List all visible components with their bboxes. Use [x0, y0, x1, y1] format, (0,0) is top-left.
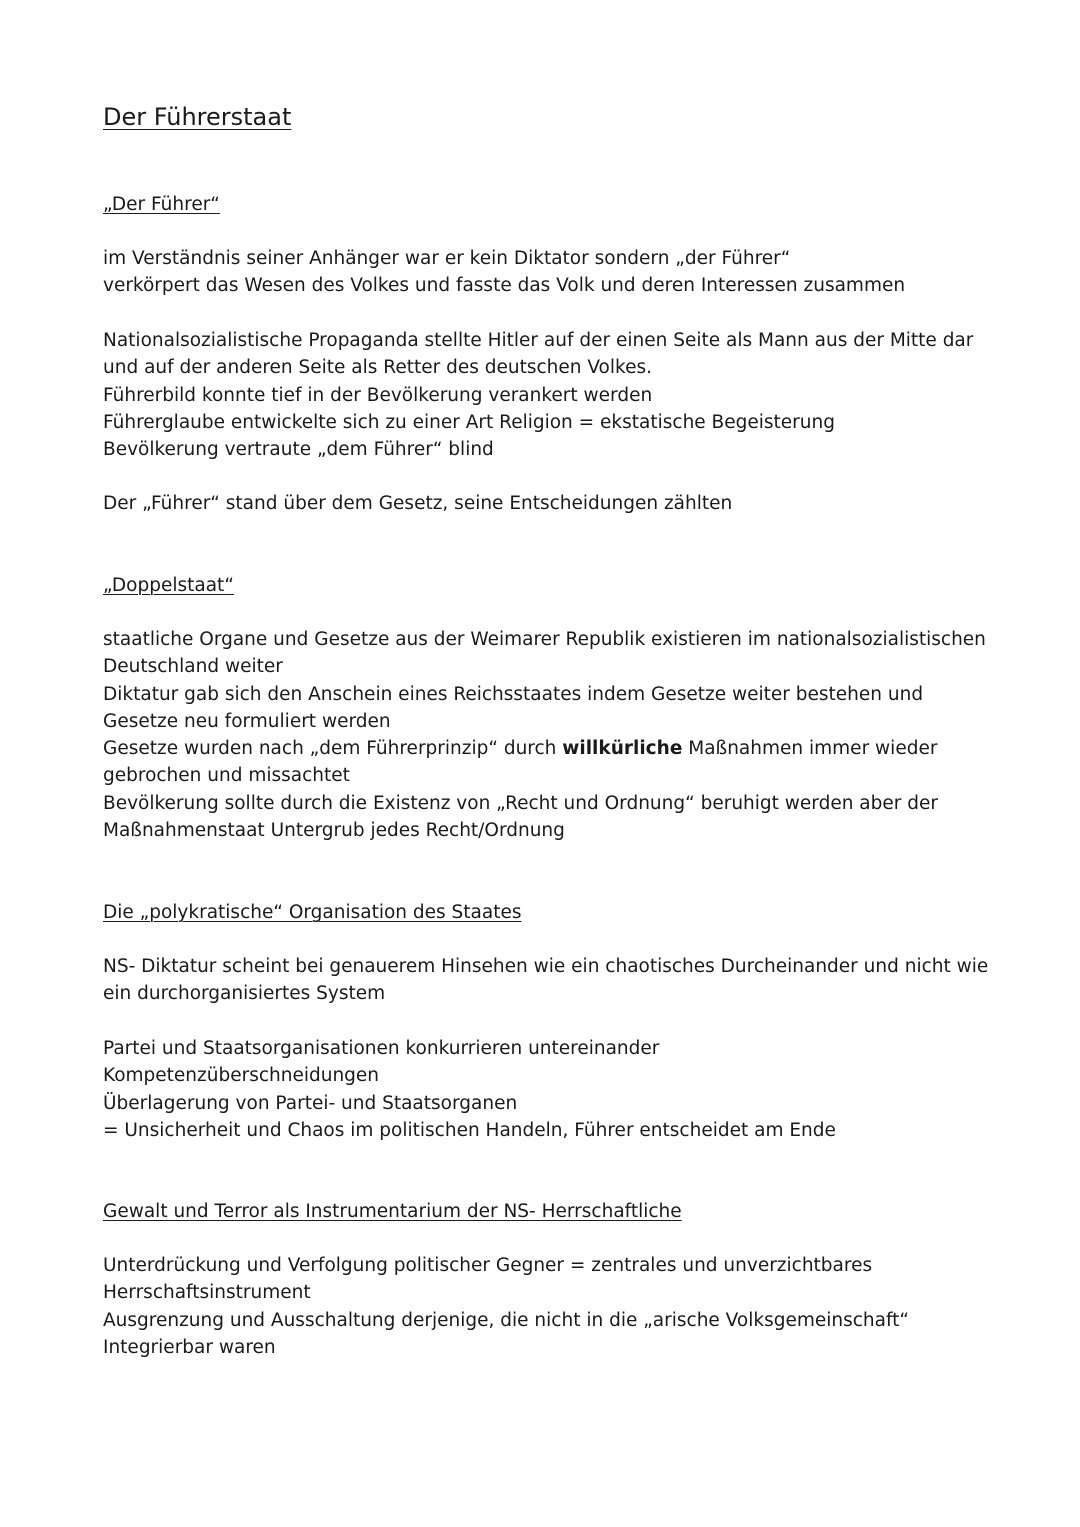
paragraph	[103, 626, 986, 844]
text-line: Partei und Staatsorganisationen konkurrieren untereinander	[103, 1038, 660, 1059]
text-segment: Maßnahmen immer wieder	[682, 738, 938, 760]
text-line: staatliche Organe und Gesetze aus der Weimarer Republik existieren im nationalsozialistischen	[103, 629, 986, 650]
text-line: NS- Diktatur scheint bei genauerem Hinsehen wie ein chaotisches Durcheinander und nicht wie	[103, 956, 989, 977]
paragraph	[103, 1252, 909, 1361]
text-line: Kompetenzüberschneidungen	[103, 1065, 380, 1087]
section-heading: Die „polykratische“ Organisation des Staates	[103, 902, 522, 923]
text-line: gebrochen und missachtet	[103, 765, 350, 787]
text-line: im Verständnis seiner Anhänger war er kein Diktator sondern „der Führer“	[103, 248, 791, 269]
text-line: Führerbild konnte tief in der Bevölkerung verankert werden	[103, 384, 653, 406]
emphasis-text: willkürliche	[562, 738, 683, 760]
section-polykratische-organisation	[103, 899, 1003, 1141]
section-doppelstaat	[103, 572, 1003, 842]
paragraph	[103, 327, 973, 463]
text-line: verkörpert das Wesen des Volkes und fasste das Volk und deren Interessen zusammen	[103, 275, 906, 297]
text-line: Der „Führer“ stand über dem Gesetz, seine Entscheidungen zählten	[103, 493, 733, 514]
section-gewalt-und-terror	[103, 1198, 1003, 1358]
section-der-fuehrer	[103, 191, 1003, 514]
text-line: Herrschaftsinstrument	[103, 1282, 311, 1304]
text-line: ein durchorganisiertes System	[103, 983, 386, 1005]
text-line: Diktatur gab sich den Anschein eines Reichsstaates indem Gesetze weiter bestehen und	[103, 683, 924, 705]
section-heading: „Doppelstaat“	[103, 575, 234, 596]
text-line: Bevölkerung sollte durch die Existenz von „Recht und Ordnung“ beruhigt werden aber der	[103, 792, 938, 814]
text-line: Deutschland weiter	[103, 656, 283, 678]
section-heading: „Der Führer“	[103, 194, 220, 215]
text-line: Nationalsozialistische Propaganda stellte Hitler auf der einen Seite als Mann aus der Mitte dar	[103, 330, 974, 351]
text-line: Gesetze neu formuliert werden	[103, 710, 391, 732]
text-line: Unterdrückung und Verfolgung politischer Gegner = zentrales und unverzichtbares	[103, 1255, 873, 1276]
text-line: = Unsicherheit und Chaos im politischen Handeln, Führer entscheidet am Ende	[103, 1119, 836, 1141]
paragraph	[103, 1035, 836, 1144]
text-line: und auf der anderen Seite als Retter des deutschen Volkes.	[103, 357, 652, 379]
text-line: Überlagerung von Partei- und Staatsorganen	[103, 1092, 518, 1114]
section-heading: Gewalt und Terror als Instrumentarium der NS- Herrschaftliche	[103, 1201, 682, 1222]
paragraph	[103, 953, 988, 1008]
paragraph	[103, 245, 905, 300]
text-line: Bevölkerung vertraute „dem Führer“ blind	[103, 439, 494, 461]
text-line: Ausgrenzung und Ausschaltung derjenige, die nicht in die „arische Volksgemeinschaft“	[103, 1309, 910, 1331]
paragraph	[103, 490, 732, 517]
text-line-with-emphasis	[103, 735, 986, 762]
text-segment: Gesetze wurden nach „dem Führerprinzip“ durch	[103, 738, 563, 760]
text-line: Maßnahmenstaat Untergrub jedes Recht/Ordnung	[103, 820, 565, 842]
document-title: Der Führerstaat	[103, 103, 292, 131]
text-line: Integrierbar waren	[103, 1336, 276, 1358]
text-line: Führerglaube entwickelte sich zu einer Art Religion = ekstatische Begeisterung	[103, 411, 835, 433]
